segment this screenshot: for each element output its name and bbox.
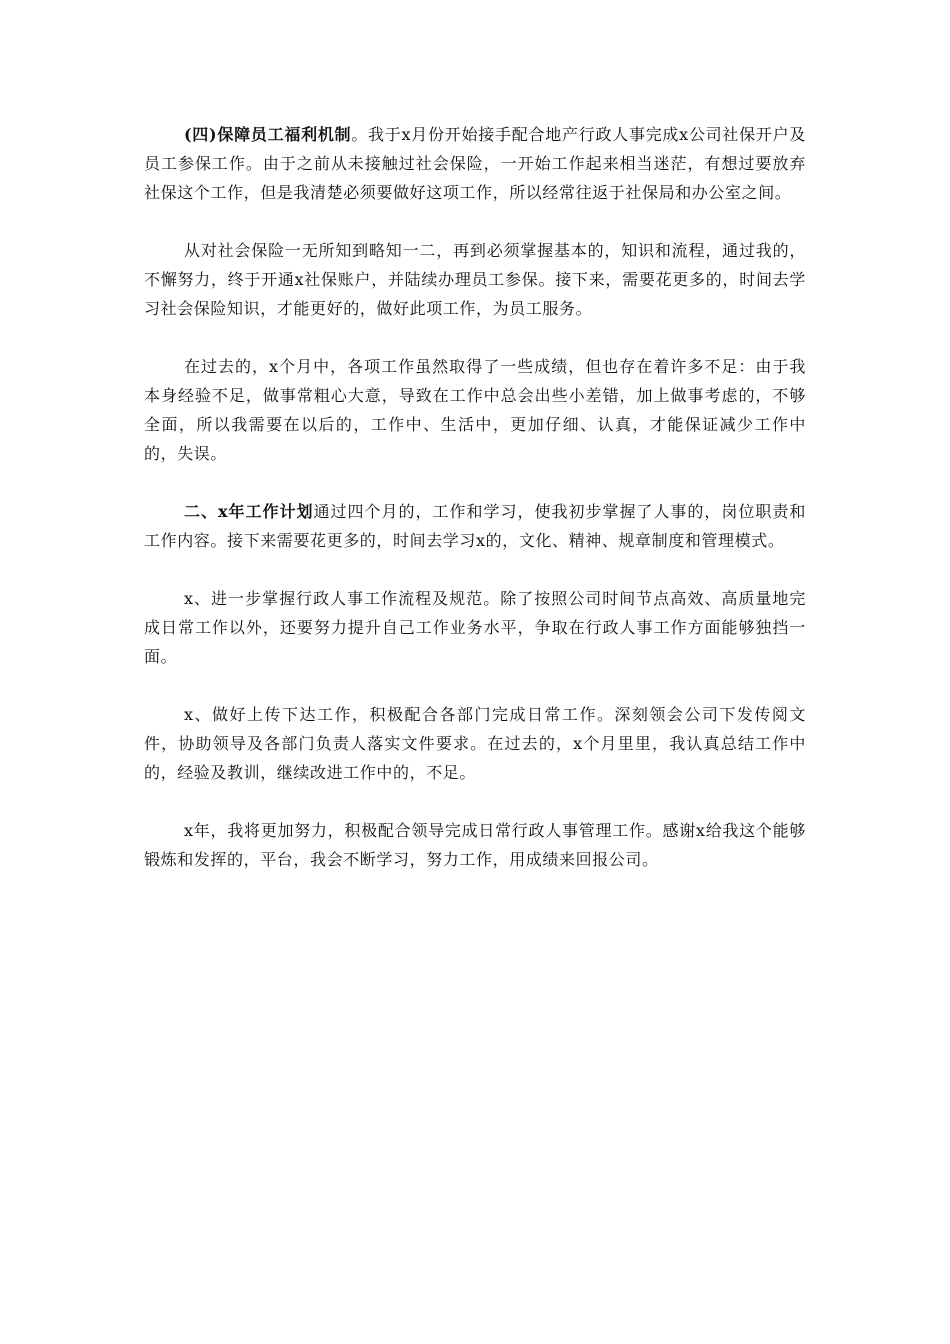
paragraph-closing: [144, 816, 806, 874]
paragraph-work-plan: [144, 497, 806, 555]
paragraph-text: 在过去的，x个月中，各项工作虽然取得了一些成绩，但也存在着许多不足：由于我本身经验不足，做事常粗心大意，导致在工作中总会出些小差错，加上做事考虑的，不够全面，所以我需要在以后的，工作中、生活中，更加仔细、认真，才能保证减少工作中的，失误。: [144, 357, 806, 463]
paragraph-text: x、进一步掌握行政人事工作流程及规范。除了按照公司时间节点高效、高质量地完成日常工作以外，还要努力提升自己工作业务水平，争取在行政人事工作方面能够独挡一面。: [144, 589, 806, 666]
paragraph-text: x、做好上传下达工作，积极配合各部门完成日常工作。深刻领会公司下发传阅文件，协助领导及各部门负责人落实文件要求。在过去的，x个月里里，我认真总结工作中的，经验及教训，继续改进工作中的，不足。: [144, 705, 806, 782]
paragraph-text: x年，我将更加努力，积极配合领导完成日常行政人事管理工作。感谢x给我这个能够锻炼和发挥的，平台，我会不断学习，努力工作，用成绩来回报公司。: [144, 821, 806, 869]
paragraph-shortcomings: [144, 352, 806, 468]
section-heading-work-plan: 二、x年工作计划: [184, 502, 314, 521]
paragraph-text: 。我于x月份开始接手配合地产行政人事完成x公司社保开户及员工参保工作。由于之前从未接触过社会保险，一开始工作起来相当迷茫，有想过要放弃社保这个工作，但是我清楚必须要做好这项工作，所以经常往返于社保局和办公室之间。: [144, 125, 806, 202]
paragraph-social-insurance: [144, 236, 806, 323]
paragraph-welfare: [144, 120, 806, 207]
paragraph-plan-item-1: [144, 584, 806, 671]
paragraph-plan-item-2: [144, 700, 806, 787]
paragraph-text: 通过四个月的，工作和学习，使我初步掌握了人事的，岗位职责和工作内容。接下来需要花更多的，时间去学习x的，文化、精神、规章制度和管理模式。: [144, 502, 806, 550]
document-body: [144, 120, 806, 903]
section-heading-welfare: (四)保障员工福利机制: [184, 125, 352, 144]
paragraph-text: 从对社会保险一无所知到略知一二，再到必须掌握基本的，知识和流程，通过我的，不懈努力，终于开通x社保账户，并陆续办理员工参保。接下来，需要花更多的，时间去学习社会保险知识，才能更好的，做好此项工作，为员工服务。: [144, 241, 806, 318]
